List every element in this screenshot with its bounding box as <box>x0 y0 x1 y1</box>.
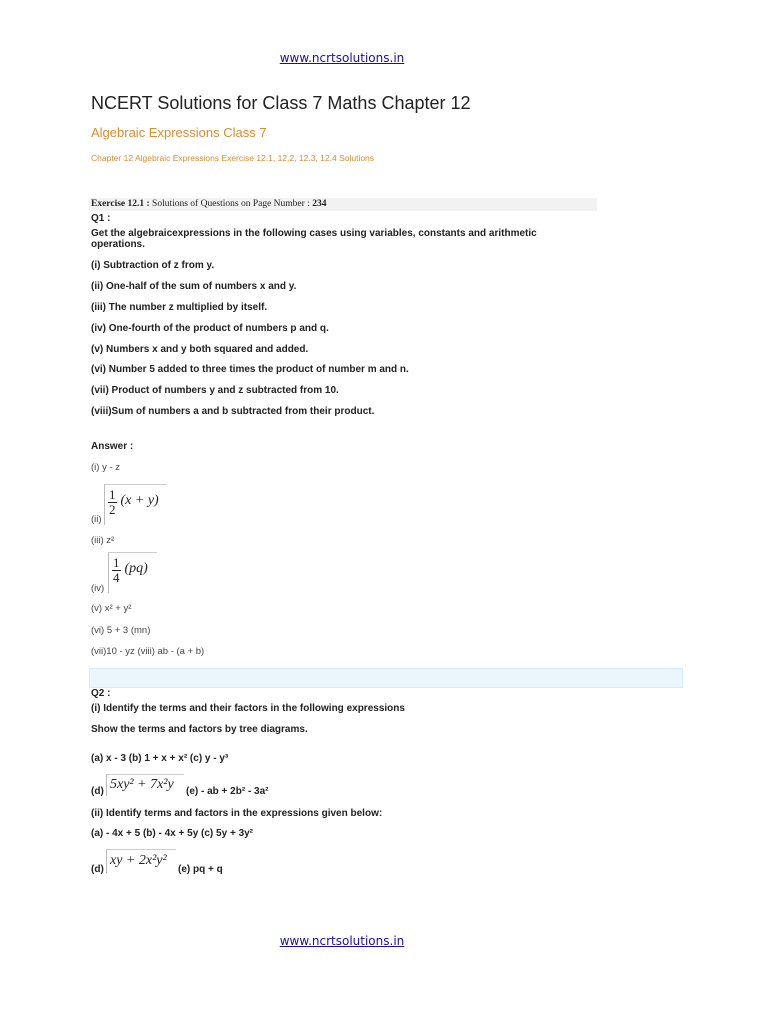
fraction <box>112 556 121 585</box>
q2-label: Q2 : <box>91 688 111 699</box>
math-image <box>106 849 176 873</box>
q1-item: (i) Subtraction of z from y. <box>91 260 215 271</box>
q2-line: (e) - ab + 2b² - 3a² <box>186 786 269 797</box>
answer-label: Answer : <box>91 441 134 452</box>
answer-item: (i) y - z <box>91 462 121 473</box>
fraction-numerator: 1 <box>109 487 116 502</box>
q1-item: (viii)Sum of numbers a and b subtracted from their product. <box>91 406 375 417</box>
q2-item-label: (d) <box>91 786 104 797</box>
answer-item: (vi) 5 + 3 (mn) <box>91 625 151 636</box>
q2-line: (a) - 4x + 5 (b) - 4x + 5y (c) 5y + 3y² <box>91 828 254 839</box>
page-subtitle: Algebraic Expressions Class 7 <box>91 125 267 140</box>
q1-intro: Get the algebraicexpressions in the following cases using variables, constants and arithmetic operations. <box>91 228 537 250</box>
site-link-bottom[interactable]: www.ncrtsolutions.in <box>279 934 405 948</box>
q1-label: Q1 : <box>91 213 111 224</box>
fraction-numerator: 1 <box>113 555 120 570</box>
chapter-note: Chapter 12 Algebraic Expressions Exercise 12.1, 12.2, 12.3, 12.4 Solutions <box>91 153 375 163</box>
q1-item: (iii) The number z multiplied by itself. <box>91 302 268 313</box>
q2-line: (e) pq + q <box>178 864 223 875</box>
math-expression: (pq) <box>124 561 148 576</box>
answer-item-label: (ii) <box>91 514 102 525</box>
q1-item: (vii) Product of numbers y and z subtracted from 10. <box>91 385 339 396</box>
exercise-page: 234 <box>312 199 327 209</box>
q2-item-label: (d) <box>91 864 104 875</box>
q2-line: Show the terms and factors by tree diagrams. <box>91 724 308 735</box>
q1-item: (v) Numbers x and y both squared and added. <box>91 344 309 355</box>
q1-item: (vi) Number 5 added to three times the product of number m and n. <box>91 364 409 375</box>
math-image <box>104 484 167 525</box>
answer-item: (iii) z² <box>91 535 115 546</box>
q2-line: (ii) Identify terms and factors in the expressions given below: <box>91 808 383 819</box>
q2-highlight-bar <box>89 668 683 688</box>
q2-line: (i) Identify the terms and their factors in the following expressions <box>91 703 405 714</box>
fraction <box>108 488 117 517</box>
exercise-label: Exercise 12.1 : <box>91 199 150 209</box>
math-expression: (x + y) <box>120 493 159 508</box>
page-title: NCERT Solutions for Class 7 Maths Chapter 12 <box>91 93 471 113</box>
math-image <box>106 774 184 796</box>
math-image <box>108 552 157 593</box>
fraction-denominator: 4 <box>113 570 120 585</box>
q1-item: (iv) One-fourth of the product of numbers p and q. <box>91 323 329 334</box>
math-expression: xy + 2x²y² <box>110 853 167 868</box>
math-expression: 5xy² + 7x²y <box>110 777 174 792</box>
answer-item: (vii)10 - yz (viii) ab - (a + b) <box>91 646 205 657</box>
site-link-top[interactable]: www.ncrtsolutions.in <box>279 51 405 65</box>
fraction-denominator: 2 <box>109 502 116 517</box>
q2-line: (a) x - 3 (b) 1 + x + x² (c) y - y³ <box>91 753 229 764</box>
answer-item: (v) x² + y² <box>91 603 132 614</box>
q1-item: (ii) One-half of the sum of numbers x and y. <box>91 281 297 292</box>
exercise-heading <box>91 199 326 209</box>
exercise-text: Solutions of Questions on Page Number : <box>152 199 310 209</box>
answer-item-label: (iv) <box>91 583 105 594</box>
